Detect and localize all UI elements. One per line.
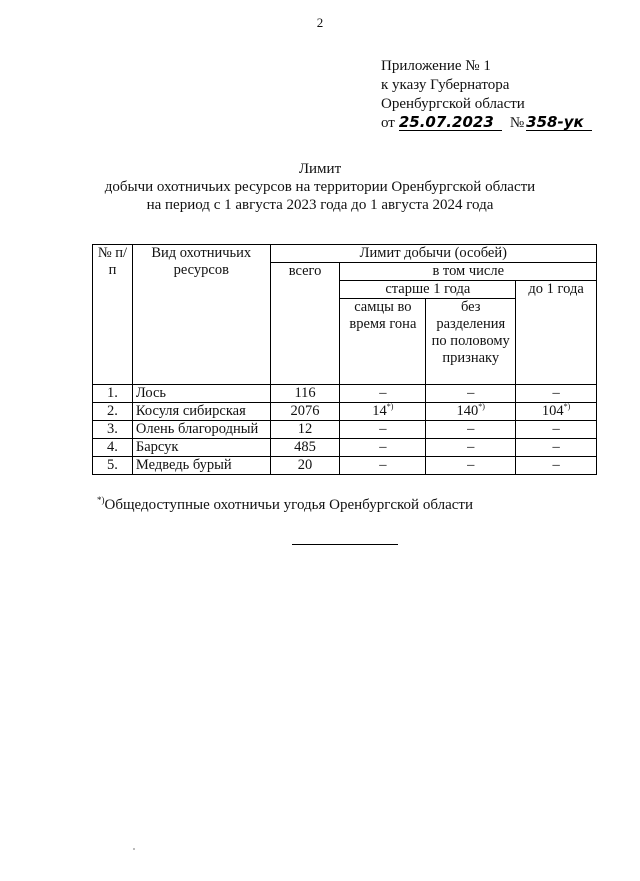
row-num: 3. bbox=[93, 421, 133, 439]
footnote-ref: *) bbox=[478, 402, 485, 412]
row-total: 485 bbox=[270, 439, 340, 457]
handwritten-date: 25.07.2023 bbox=[399, 115, 502, 131]
page-number: 2 bbox=[316, 15, 324, 30]
table-row bbox=[93, 439, 597, 457]
date-prefix: от bbox=[381, 115, 395, 131]
handwritten-decree-number: 358-ук bbox=[526, 115, 592, 131]
row-total: 2076 bbox=[270, 403, 340, 421]
row-males: – bbox=[340, 457, 426, 475]
row-species: Косуля сибирская bbox=[132, 403, 270, 421]
table-row bbox=[93, 385, 597, 403]
appendix-line-3: Оренбургской области bbox=[381, 96, 525, 112]
row-males: – bbox=[340, 421, 426, 439]
row-num: 2. bbox=[93, 403, 133, 421]
footnote bbox=[97, 495, 473, 514]
header-males: самцы во время гона bbox=[340, 299, 426, 385]
footnote-ref: *) bbox=[563, 402, 571, 412]
header-no-sex: без разделения по половому признаку bbox=[426, 299, 516, 385]
footnote-text: Общедоступные охотничьи угодья Оренбургской области bbox=[104, 497, 473, 513]
row-under: – bbox=[516, 385, 597, 403]
table-row bbox=[93, 403, 597, 421]
document-heading bbox=[0, 160, 640, 214]
row-no-sex: – bbox=[426, 385, 516, 403]
header-under: до 1 года bbox=[516, 281, 597, 385]
row-males: – bbox=[340, 385, 426, 403]
row-total: 116 bbox=[270, 385, 340, 403]
table-row bbox=[93, 457, 597, 475]
heading-title: Лимит bbox=[298, 161, 342, 177]
row-species: Медведь бурый bbox=[132, 457, 270, 475]
appendix-line-2: к указу Губернатора bbox=[381, 77, 510, 93]
row-species: Олень благородный bbox=[132, 421, 270, 439]
number-prefix: № bbox=[509, 115, 525, 131]
row-under: 104*) bbox=[516, 403, 597, 421]
header-including: в том числе bbox=[340, 263, 597, 281]
row-under: – bbox=[516, 457, 597, 475]
row-under: – bbox=[516, 439, 597, 457]
row-num: 4. bbox=[93, 439, 133, 457]
row-num: 1. bbox=[93, 385, 133, 403]
row-species: Лось bbox=[132, 385, 270, 403]
header-limit: Лимит добычи (особей) bbox=[270, 245, 596, 263]
row-no-sex: – bbox=[426, 421, 516, 439]
hunting-limits-table bbox=[92, 244, 597, 475]
header-row-1 bbox=[93, 245, 597, 263]
footnote-mark: *) bbox=[97, 495, 105, 505]
row-no-sex: – bbox=[426, 439, 516, 457]
row-males: 14*) bbox=[340, 403, 426, 421]
row-no-sex: – bbox=[426, 457, 516, 475]
row-total: 20 bbox=[270, 457, 340, 475]
row-species: Барсук bbox=[132, 439, 270, 457]
heading-subtitle: добычи охотничьих ресурсов на территории Оренбургской области bbox=[104, 179, 536, 195]
header-species: Вид охотничьих ресурсов bbox=[132, 245, 270, 385]
scan-speck bbox=[133, 848, 135, 850]
table-row bbox=[93, 421, 597, 439]
row-total: 12 bbox=[270, 421, 340, 439]
row-no-sex: 140*) bbox=[426, 403, 516, 421]
decree-date-number bbox=[381, 114, 592, 133]
row-males: – bbox=[340, 439, 426, 457]
header-older: старше 1 года bbox=[340, 281, 516, 299]
header-num: № п/п bbox=[93, 245, 133, 385]
header-total: всего bbox=[270, 263, 340, 385]
row-under: – bbox=[516, 421, 597, 439]
table-body bbox=[93, 385, 597, 475]
heading-period: на период с 1 августа 2023 года до 1 августа 2024 года bbox=[146, 197, 494, 213]
closing-rule bbox=[292, 544, 398, 545]
footnote-ref: *) bbox=[386, 402, 394, 412]
row-num: 5. bbox=[93, 457, 133, 475]
appendix-block bbox=[381, 57, 592, 133]
appendix-line-1: Приложение № 1 bbox=[381, 58, 491, 74]
